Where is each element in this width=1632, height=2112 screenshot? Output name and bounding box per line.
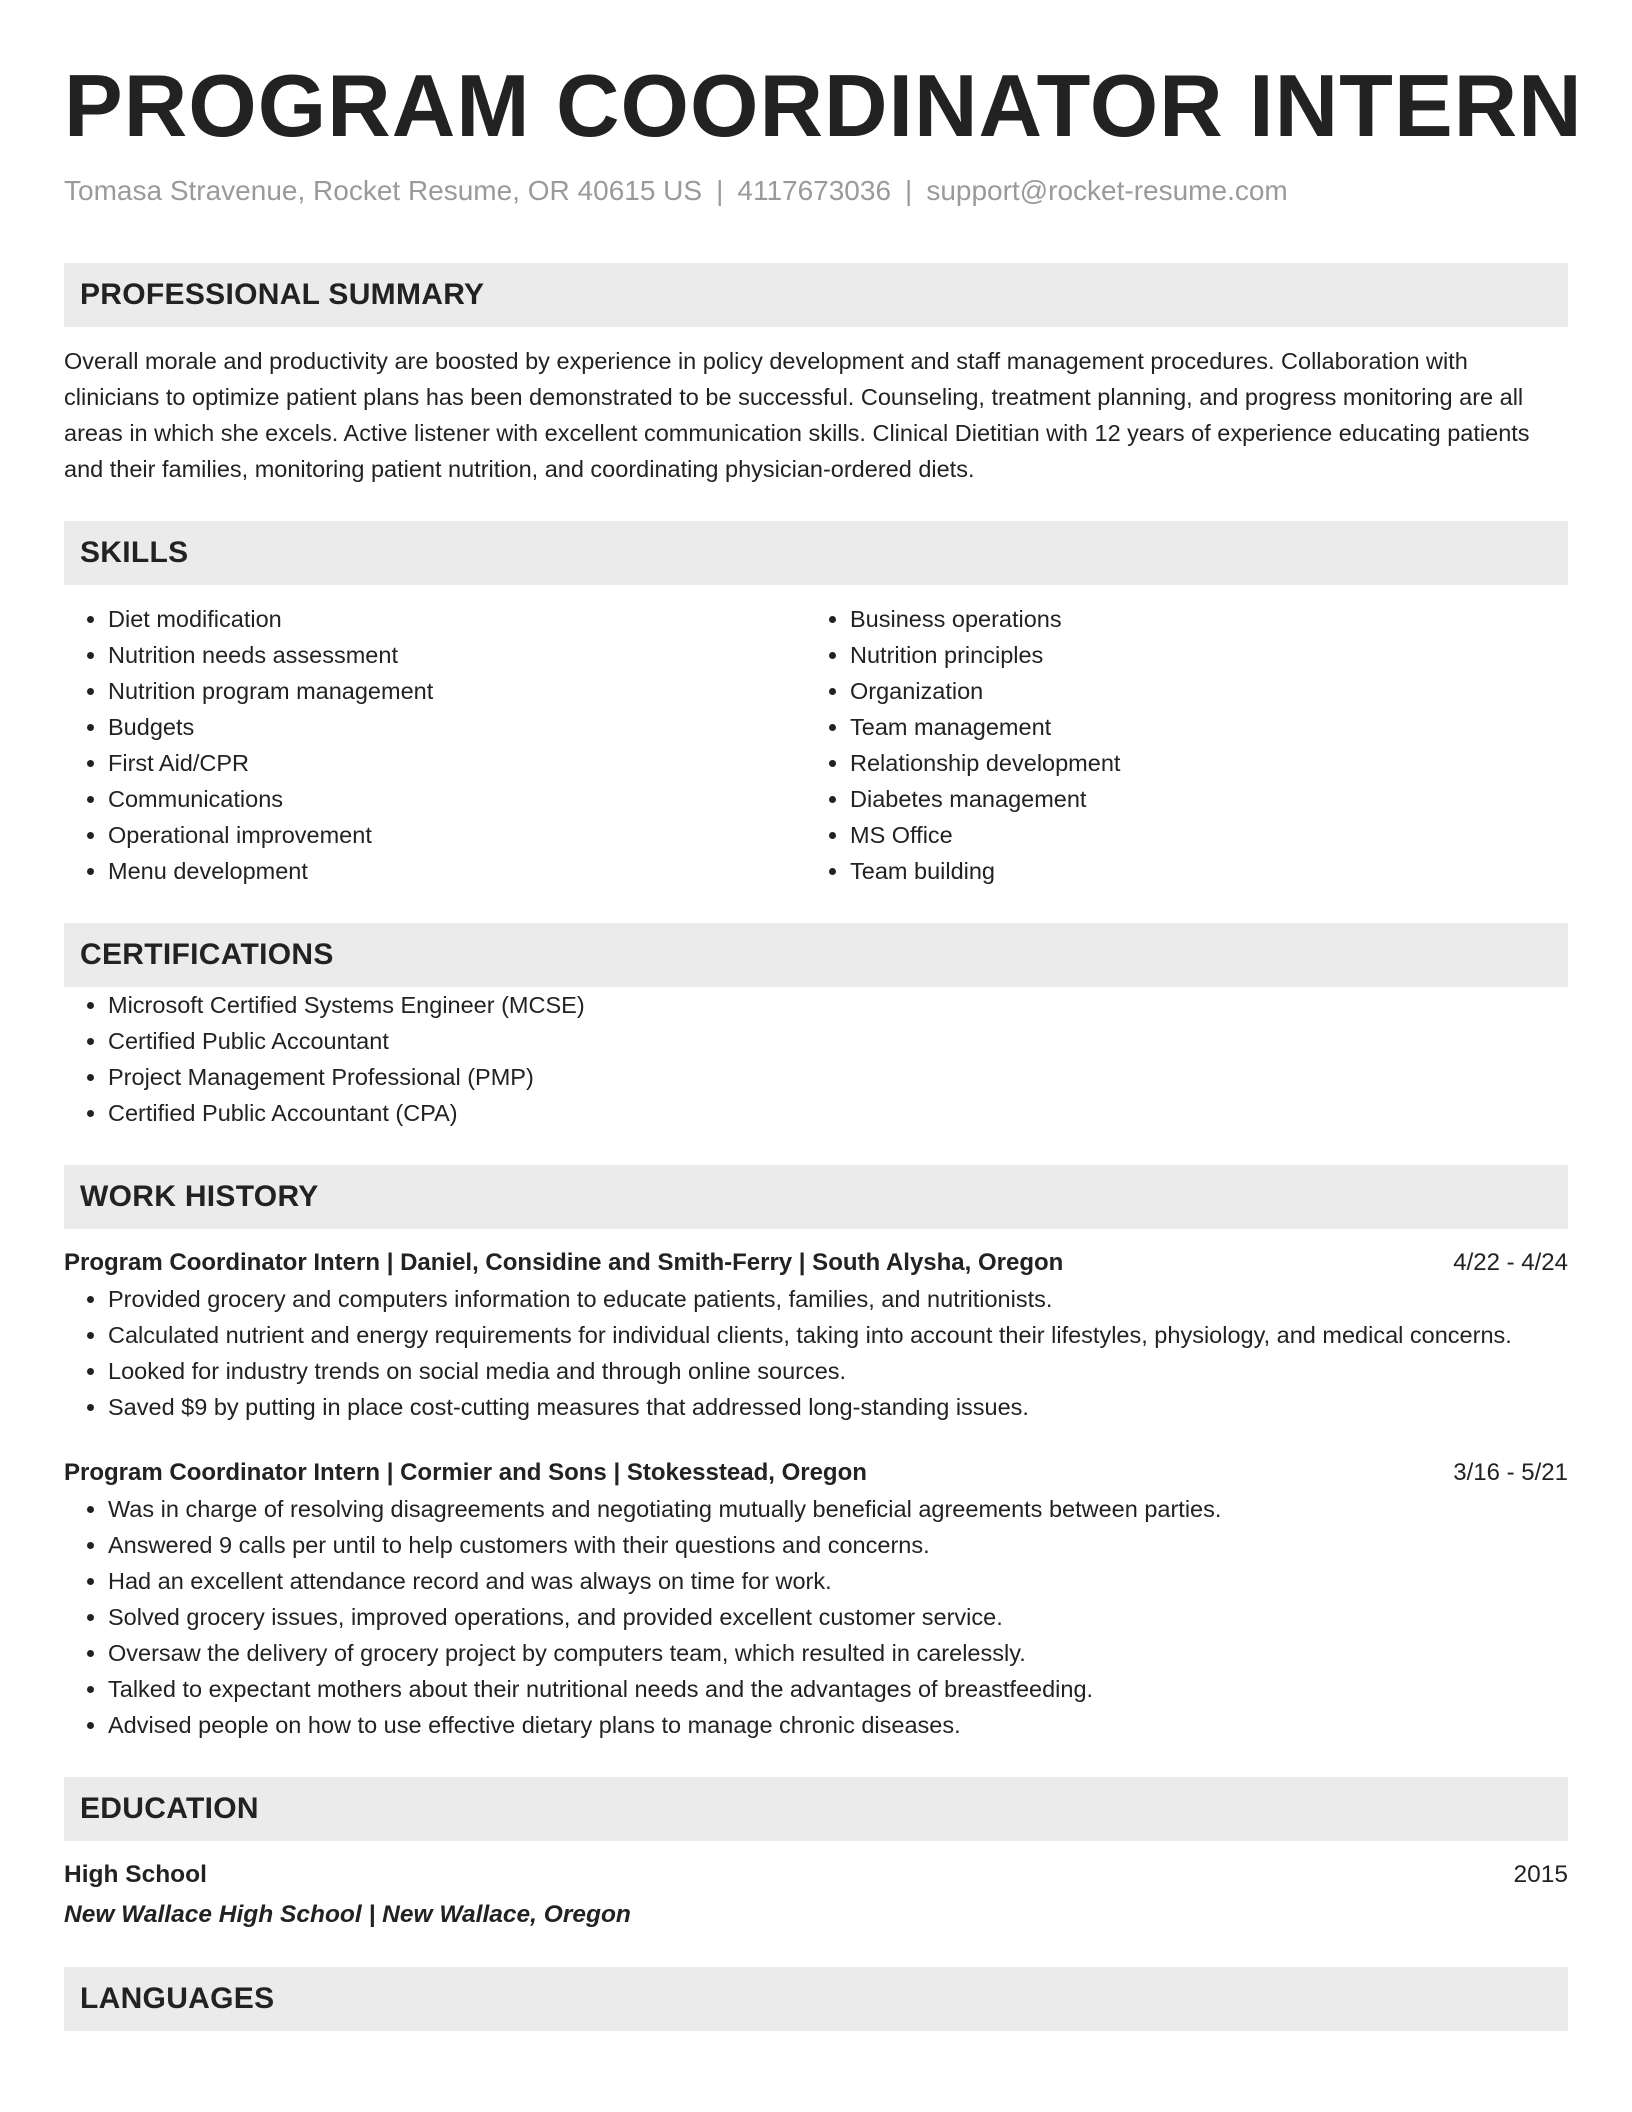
- certification-item: • Certified Public Accountant (CPA): [108, 1095, 1568, 1131]
- job-bullet: • Advised people on how to use effective dietary plans to manage chronic diseases.: [108, 1707, 1568, 1743]
- education-header: [64, 1857, 1568, 1893]
- education-degree: High School: [64, 1861, 207, 1888]
- job-bullet: • Talked to expectant mothers about their nutritional needs and the advantages of breastfeeding.: [108, 1671, 1568, 1707]
- skill-item: • Budgets: [108, 709, 806, 745]
- job-bullet: • Had an excellent attendance record and was always on time for work.: [108, 1563, 1568, 1599]
- education-school: New Wallace High School | New Wallace, Oregon: [64, 1901, 631, 1928]
- job-header: [64, 1245, 1568, 1281]
- skill-item: • Team management: [850, 709, 1548, 745]
- skills-column-left: [64, 601, 806, 889]
- job-bullet: • Provided grocery and computers information to educate patients, families, and nutritionists.: [108, 1281, 1568, 1317]
- section-header-education: EDUCATION: [64, 1777, 1568, 1841]
- skills-list: [64, 601, 1568, 889]
- job-title: Program Coordinator Intern | Daniel, Considine and Smith-Ferry | South Alysha, Oregon: [64, 1249, 1064, 1276]
- resume-title: PROGRAM COORDINATOR INTERN: [64, 56, 1583, 155]
- job-bullet: • Saved $9 by putting in place cost-cutting measures that addressed long-standing issues.: [108, 1389, 1568, 1425]
- skill-item: • Communications: [108, 781, 806, 817]
- skills-column-right: [806, 601, 1548, 889]
- job-bullet: • Was in charge of resolving disagreements and negotiating mutually beneficial agreements between parties.: [108, 1491, 1568, 1527]
- education-year: 2015: [1513, 1861, 1568, 1888]
- contact-phone: 4117673036: [737, 175, 892, 206]
- section-header-work-history: WORK HISTORY: [64, 1165, 1568, 1229]
- job-bullet: • Calculated nutrient and energy requirements for individual clients, taking into account their lifestyles, physiology, and medical concerns.: [108, 1317, 1568, 1353]
- certification-item: • Project Management Professional (PMP): [108, 1059, 1568, 1095]
- summary-text: Overall morale and productivity are boosted by experience in policy development and staff management procedures. Collaboration with clinicians to optimize patient plans has been demonstrated to be successful. Counseling, treatment planning, and progress monitoring are all areas in which she excels. Active listener with excellent communication skills. Clinical Dietitian with 12 years of experience educating patients and their families, monitoring patient nutrition, and coordinating physician-ordered diets.: [64, 348, 1530, 482]
- job-bullet: • Looked for industry trends on social media and through online sources.: [108, 1353, 1568, 1389]
- certification-item: • Certified Public Accountant: [108, 1023, 1568, 1059]
- section-header-certifications: CERTIFICATIONS: [64, 923, 1568, 987]
- skill-item: • MS Office: [850, 817, 1548, 853]
- skill-item: • Business operations: [850, 601, 1548, 637]
- skill-item: • Diet modification: [108, 601, 806, 637]
- skill-item: • Nutrition program management: [108, 673, 806, 709]
- skill-item: • Menu development: [108, 853, 806, 889]
- contact-separator: |: [716, 175, 724, 206]
- contact-address: Tomasa Stravenue, Rocket Resume, OR 40615 US: [64, 175, 703, 206]
- job-title: Program Coordinator Intern | Cormier and Sons | Stokesstead, Oregon: [64, 1459, 867, 1486]
- section-header-summary: PROFESSIONAL SUMMARY: [64, 263, 1568, 327]
- certifications-list: [64, 987, 1568, 1131]
- contact-line: [64, 172, 1568, 210]
- job-bullets: [64, 1281, 1568, 1425]
- job-entry: [64, 1455, 1568, 1743]
- job-header: [64, 1455, 1568, 1491]
- skill-item: • Diabetes management: [850, 781, 1548, 817]
- skill-item: • Operational improvement: [108, 817, 806, 853]
- certification-item: • Microsoft Certified Systems Engineer (MCSE): [108, 987, 1568, 1023]
- section-header-skills: SKILLS: [64, 521, 1568, 585]
- job-entry: [64, 1245, 1568, 1425]
- job-bullet: • Solved grocery issues, improved operations, and provided excellent customer service.: [108, 1599, 1568, 1635]
- job-bullet: • Answered 9 calls per until to help customers with their questions and concerns.: [108, 1527, 1568, 1563]
- skill-item: • Relationship development: [850, 745, 1548, 781]
- skill-item: • Nutrition principles: [850, 637, 1548, 673]
- job-bullets: [64, 1491, 1568, 1743]
- contact-email: support@rocket-resume.com: [926, 175, 1288, 206]
- job-bullet: • Oversaw the delivery of grocery project by computers team, which resulted in carelessly.: [108, 1635, 1568, 1671]
- section-header-languages: LANGUAGES: [64, 1967, 1568, 2031]
- job-dates: 3/16 - 5/21: [1453, 1459, 1568, 1486]
- contact-separator: |: [905, 175, 913, 206]
- skill-item: • Organization: [850, 673, 1548, 709]
- job-dates: 4/22 - 4/24: [1453, 1249, 1568, 1276]
- skill-item: • Nutrition needs assessment: [108, 637, 806, 673]
- skill-item: • Team building: [850, 853, 1548, 889]
- skill-item: • First Aid/CPR: [108, 745, 806, 781]
